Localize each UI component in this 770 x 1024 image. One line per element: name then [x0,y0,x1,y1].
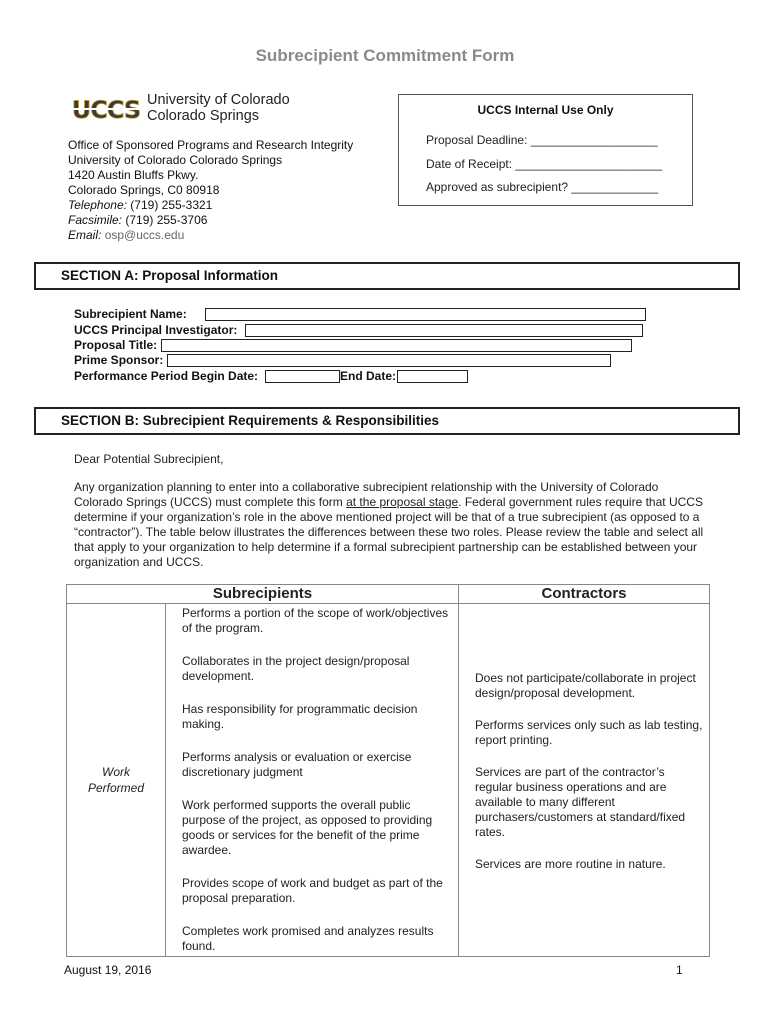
proposal-title-field[interactable] [161,339,632,352]
greeting: Dear Potential Subrecipient, [74,452,224,466]
office-email: Email: osp@uccs.edu [68,228,185,242]
proposal-stage-emphasis: at the proposal stage [346,495,459,509]
footer-date: August 19, 2016 [64,963,152,977]
pi-field[interactable] [245,324,643,337]
logo-wordmark [147,92,290,124]
subrecipient-name-label: Subrecipient Name: [74,307,187,321]
prime-sponsor-field[interactable] [167,354,611,367]
section-a-header: SECTION A: Proposal Information [34,262,740,290]
office-address [68,138,353,243]
list-item[interactable]: Services are more routine in nature. [475,857,666,871]
office-name: Office of Sponsored Programs and Research Integrity [68,138,354,152]
proposal-title-label: Proposal Title: [74,338,158,352]
list-item[interactable]: Work performed supports the overall public purpose of the project, as opposed to providing goods or services for the benefit of the prime awardee. [182,798,433,857]
uccs-logo-mark: UCCS [71,96,141,124]
approved-line[interactable]: Approved as subrecipient? _____________ [426,180,659,194]
contractors-header: Contractors [459,585,710,604]
end-date-field[interactable] [397,370,468,383]
internal-use-heading: UCCS Internal Use Only [477,103,614,117]
work-performed-label: Work Performed [67,604,166,957]
logo-line-1: University of Colorado [147,92,290,108]
date-of-receipt-line[interactable]: Date of Receipt: ______________________ [426,157,663,171]
list-item[interactable]: Performs a portion of the scope of work/objectives of the program. [182,606,449,635]
begin-date-field[interactable] [265,370,340,383]
proposal-deadline-line[interactable]: Proposal Deadline: ___________________ [426,133,658,147]
end-date-label: End Date: [340,369,397,383]
list-item[interactable]: Services are part of the contractor’s regular business operations and are available to many different purchasers/customers at standard/fixed rates. [475,765,686,839]
internal-use-box [398,94,693,206]
list-item[interactable]: Performs services only such as lab testing, report printing. [475,718,703,747]
office-street: 1420 Austin Bluffs Pkwy. [68,168,199,182]
email-link[interactable]: osp@uccs.edu [104,228,185,242]
page-title: Subrecipient Commitment Form [255,46,515,65]
table-row [67,604,710,957]
intro-paragraph: Any organization planning to enter into a collaborative subrecipient relationship with the University of Colorado Colorado Springs (UCCS) must complete this form at the proposal stage. Federal government rules require that UCCS determine if your organization’s role in the above mentioned project will be that of a true subrecipient (as opposed to a “contractor”). The table below illustrates the differences between these two roles. Please review the table and select all that apply to your organization to help determine if a formal subrecipient partnership can be established between your organization and UCCS. [74,480,704,569]
list-item[interactable]: Does not participate/collaborate in project design/proposal development. [475,671,696,700]
list-item[interactable]: Has responsibility for programmatic decision making. [182,702,418,731]
subrecipient-name-field[interactable] [205,308,646,321]
list-item[interactable]: Provides scope of work and budget as part of the proposal preparation. [182,876,443,905]
list-item[interactable]: Completes work promised and analyzes results found. [182,924,434,953]
prime-sponsor-label: Prime Sponsor: [74,353,164,367]
section-b-header: SECTION B: Subrecipient Requirements & Responsibilities [34,407,740,435]
pi-label: UCCS Principal Investigator: [74,323,238,337]
office-city: Colorado Springs, C0 80918 [68,183,220,197]
table-header-row [67,585,710,604]
begin-date-label: Performance Period Begin Date: [74,369,259,383]
logo-line-2: Colorado Springs [147,108,260,124]
office-fax: Facsimile: (719) 255-3706 [68,213,208,227]
list-item[interactable]: Performs analysis or evaluation or exercise discretionary judgment [182,750,412,779]
office-telephone: Telephone: (719) 255-3321 [68,198,213,212]
page-number: 1 [676,963,683,977]
subrecipients-header: Subrecipients [67,585,459,604]
office-university: University of Colorado Colorado Springs [68,153,283,167]
list-item[interactable]: Collaborates in the project design/proposal development. [182,654,410,683]
contractor-items [459,604,710,957]
comparison-table [66,584,710,957]
subrecipient-items [166,604,459,957]
